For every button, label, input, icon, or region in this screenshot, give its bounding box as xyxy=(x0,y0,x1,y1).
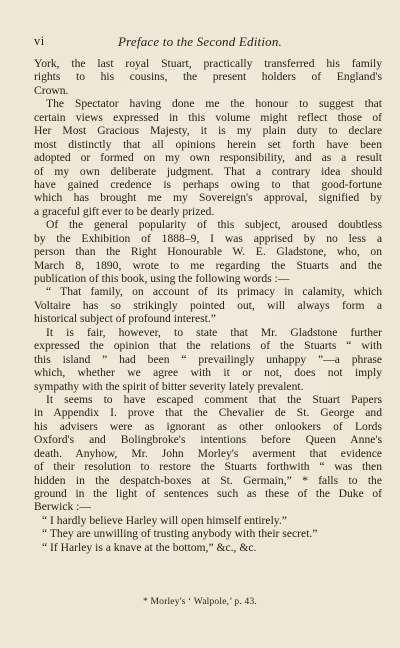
text-line: Her Most Gracious Majesty, it is my plain duty to declare xyxy=(34,124,382,138)
text-line: ground in the light of sentences such as these of the Duke of xyxy=(34,487,382,500)
text-line: his advisers were as ignorant as other onlookers of Lords xyxy=(34,419,382,433)
text-line: hidden in the despatch-boxes at St. Germain,” * falls to the xyxy=(34,473,382,487)
text-line: which has brought me my Sovereign's approval, signified by xyxy=(34,191,382,205)
text-line: Crown. xyxy=(34,83,69,97)
text-line: of their resolution to restore the Stuarts forthwith “ was then xyxy=(34,460,382,474)
text-line: rights to his cousins, the present holders of England's xyxy=(34,70,382,84)
text-line: in Appendix I. prove that the Chevalier de St. George and xyxy=(34,406,382,420)
text-line: expressed the opinion that the relations of the Stuarts “ with xyxy=(34,339,382,353)
text-line: It is fair, however, to state that Mr. Gladstone further xyxy=(46,325,382,339)
running-title: Preface to the Second Edition. xyxy=(118,34,282,49)
text-line: York, the last royal Stuart, practically transferred his family xyxy=(34,57,382,70)
footnote: * Morley's ‘ Walpole,’ p. 43. xyxy=(142,597,258,607)
text-line: “ That family, on account of its primacy in calamity, which xyxy=(46,285,382,299)
text-line: March 8, 1890, wrote to me regarding the Stuarts and the xyxy=(34,258,382,272)
text-line: Of the general popularity of this subject, aroused doubtless xyxy=(46,218,382,232)
text-line: The Spectator having done me the honour to suggest that xyxy=(46,97,382,111)
text-line: adopted or formed on my own responsibility, and as a result xyxy=(34,151,382,165)
text-line: “ They are unwilling of trusting anybody with their secret.” xyxy=(42,527,318,541)
text-line: this island ” had been “ prevailingly unhappy ”—a phrase xyxy=(34,352,382,366)
text-line: by the Exhibition of 1888–9, I was apprised by no less a xyxy=(34,231,382,245)
text-line: “ If Harley is a knave at the bottom,” &c., &c. xyxy=(42,540,257,554)
text-line: publication of this book, using the following words :— xyxy=(34,272,290,285)
text-line: certain views expressed in this volume might reflect those of xyxy=(34,110,382,124)
text-line: It seems to have escaped comment that the Stuart Papers xyxy=(46,392,382,406)
text-line: “ I hardly believe Harley will open himself entirely.” xyxy=(42,513,287,527)
text-line: Voltaire has so strikingly pointed out, will always form a xyxy=(34,298,382,312)
text-line: a graceful gift ever to be dearly prized. xyxy=(34,204,215,218)
text-line: person than the Right Honourable W. E. Gladstone, who, on xyxy=(34,245,382,259)
text-line: death. Anyhow, Mr. John Morley's averment that evidence xyxy=(34,446,382,460)
body-text xyxy=(34,57,382,554)
text-line: of my own deliberate judgment. That a contrary idea should xyxy=(34,164,382,178)
page-number: vi xyxy=(34,34,45,48)
page-header xyxy=(34,34,374,52)
text-line: have gained credence is perhaps owing to that good-fortune xyxy=(34,177,382,191)
text-line: most distinctly that all opinions herein set forth have been xyxy=(34,137,382,151)
text-line: sympathy with the spirit of bitter severity lately prevalent. xyxy=(34,379,304,393)
text-line: Berwick :— xyxy=(34,500,91,514)
text-line: Oxford's and Bolingbroke's intentions before Queen Anne's xyxy=(34,433,382,447)
text-line: which, whether we agree with it or not, does not imply xyxy=(34,366,382,380)
text-line: historical subject of profound interest.” xyxy=(34,312,216,326)
